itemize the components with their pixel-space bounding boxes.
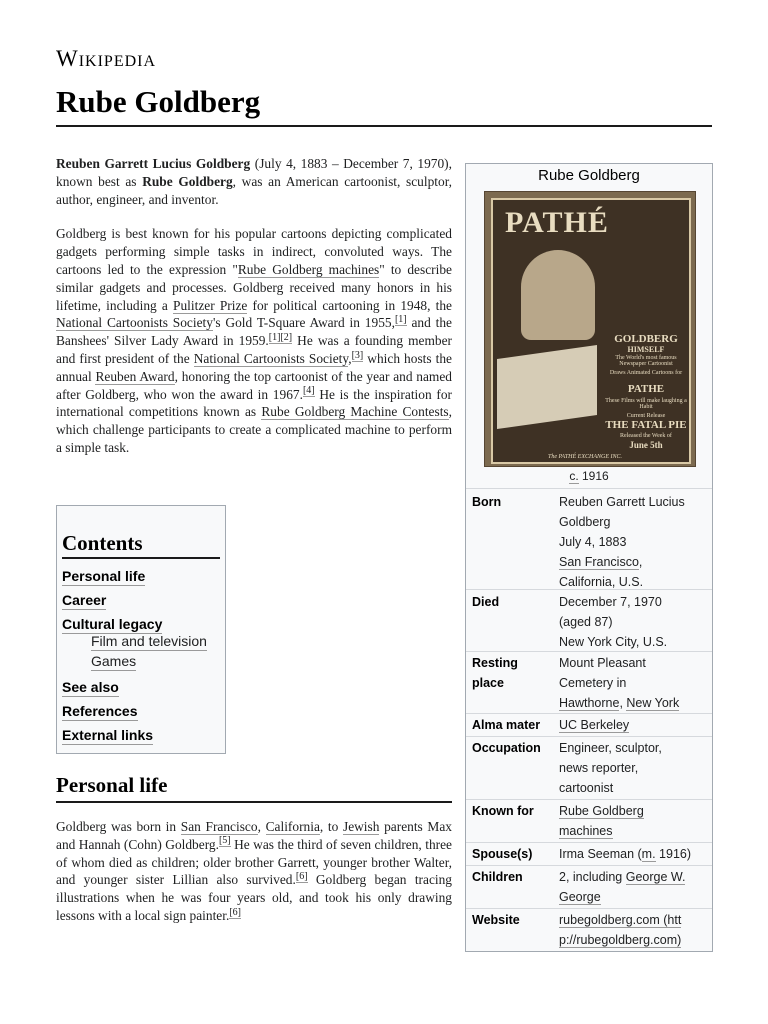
died-place: New York City, U.S. (559, 635, 668, 649)
reference-3[interactable]: [3] (351, 349, 364, 361)
text-run: , (619, 696, 627, 710)
poster-text: PATHE (627, 383, 665, 395)
website-value (559, 910, 709, 950)
occupation-label: Occupation (472, 741, 541, 755)
resting-location (559, 693, 709, 713)
infobox (465, 163, 713, 952)
infobox-row-occupation (466, 736, 712, 799)
link-california[interactable]: California (265, 819, 320, 834)
poster-brand: PATHÉ (505, 206, 609, 239)
link-national-cartoonists-society[interactable]: National Cartoonists Society (56, 315, 213, 331)
lead-section (56, 155, 452, 474)
text-run: , (348, 350, 352, 366)
text-run: Goldberg is best known for his popular cartoons depicting complicated gadgets performing simple tasks in indirect, convoluted ways. The cartoons led to the expression " (56, 226, 452, 277)
poster-text: Current Release (626, 413, 666, 419)
died-value (559, 592, 709, 652)
link-hawthorne[interactable]: Hawthorne (559, 696, 620, 710)
infobox-row-known-for (466, 799, 712, 842)
link-jewish[interactable]: Jewish (342, 819, 380, 834)
text-run: 2, including (559, 870, 626, 884)
reference-6[interactable]: [6] (295, 870, 308, 882)
known-for-value (559, 801, 709, 841)
link-new-york[interactable]: New York (626, 696, 680, 710)
reference-1[interactable]: [1] (268, 331, 281, 343)
resting-place-label (472, 653, 554, 693)
text-run: 1916) (655, 847, 692, 861)
table-of-contents (56, 505, 226, 754)
page-title: Rube Goldberg (56, 84, 261, 119)
born-label: Born (472, 495, 502, 509)
resting-place-value (559, 653, 709, 713)
toc-item-career[interactable]: Career (62, 592, 107, 608)
poster-text: Draws Animated Cartoons for (609, 370, 683, 376)
infobox-row-died (466, 589, 712, 650)
text-run: (July 4, 1883 – December 7, 1970), known best as (56, 156, 452, 189)
text-run: , U.S. (611, 575, 644, 589)
poster-text: Released the Week of (620, 433, 672, 439)
text-run: parents Max and Hannah (Cohn) Goldberg. (56, 819, 452, 852)
spouse-label: Spouse(s) (472, 847, 533, 861)
married-abbr[interactable]: m. (641, 847, 656, 861)
section-divider (56, 801, 452, 803)
link-born-san-francisco[interactable]: San Francisco (559, 555, 639, 569)
toc-item-personal-life[interactable]: Personal life (62, 568, 146, 584)
link-national-cartoonists-society[interactable]: National Cartoonists Society (193, 350, 349, 366)
died-age: (aged 87) (559, 615, 613, 629)
alma-mater-label: Alma mater (472, 718, 541, 732)
text-run: , to (319, 819, 343, 834)
infobox-row-alma-mater (466, 713, 712, 736)
toc-item-references[interactable]: References (62, 703, 138, 719)
poster-text: HIMSELF (627, 345, 665, 354)
infobox-row-born (466, 488, 712, 588)
image-caption (466, 469, 712, 483)
text-run: Goldberg was born in (56, 819, 181, 834)
infobox-row-website (466, 908, 712, 951)
toc-item-see-also[interactable]: See also (62, 679, 119, 695)
children-label: Children (472, 870, 523, 884)
occupation-value (559, 738, 709, 798)
infobox-row-resting-place (466, 651, 712, 714)
text-run: Goldberg began tracing illustrations when he was four years old, and took his only drawing lessons with a local sign painter. (56, 872, 452, 923)
toc-item-cultural-legacy[interactable]: Cultural legacy (62, 616, 163, 632)
link-george-w-george[interactable]: George (559, 890, 601, 904)
text-run: He was the third of seven children, three of whom died as children; older brother Garrett, younger brother Walter, and younger sister Lillian also survived. (56, 836, 452, 888)
link-rube-goldberg-machines[interactable]: Rube Goldberg machines (237, 261, 380, 277)
text-run: He is the inspiration for international competitions known as (56, 386, 452, 420)
link-website[interactable]: rubegoldberg.com (htt (559, 913, 682, 927)
caption-year: 1916 (578, 469, 609, 483)
link-uc-berkeley[interactable]: UC Berkeley (559, 718, 630, 732)
poster-text: June 5th (629, 440, 663, 450)
subject-full-name: Reuben Garrett Lucius Goldberg (56, 156, 251, 171)
infobox-poster-image[interactable] (484, 191, 696, 467)
link-known-for-machines[interactable]: Rube Goldberg (559, 804, 644, 818)
reference-6[interactable]: [6] (229, 906, 241, 918)
website-label: Website (472, 913, 520, 927)
link-born-california[interactable]: California (559, 575, 612, 589)
resting-line: Cemetery in (559, 676, 627, 690)
text-run: which hosts the annual (56, 350, 452, 384)
title-divider (56, 125, 712, 127)
poster-drawing-board (497, 345, 597, 429)
link-reuben-award[interactable]: Reuben Award (95, 368, 175, 384)
text-run: 's Gold T-Square Award in 1955, (212, 315, 395, 331)
infobox-title: Rube Goldberg (538, 167, 640, 184)
occupation-line: cartoonist (559, 781, 614, 795)
label-line: Resting (472, 656, 518, 670)
text-run: , (638, 555, 643, 569)
text-run: " to describe similar gadgets and processes. Goldberg received many honors in his lifetime, including a (56, 261, 452, 313)
occupation-line: news reporter, (559, 761, 639, 775)
personal-life-paragraph (56, 818, 452, 925)
toc-item-external-links[interactable]: External links (62, 727, 154, 743)
alma-mater-value (559, 715, 709, 735)
link-known-for-machines[interactable]: machines (559, 824, 613, 838)
poster-text: GOLDBERG (614, 333, 678, 345)
toc-title: Contents (62, 531, 220, 559)
text-run: , which challenge participants to create a complicated machine to perform a simple task. (56, 404, 452, 455)
text-run: , honoring the top cartoonist of the year and named after Goldberg, who won the award in 1967. (56, 368, 452, 402)
occupation-line: Engineer, sculptor, (559, 741, 662, 755)
spouse-value (559, 844, 709, 864)
infobox-row-children (466, 865, 712, 908)
circa-abbr[interactable]: c. (569, 469, 579, 483)
died-label: Died (472, 595, 500, 609)
children-value (559, 867, 709, 907)
poster-text: These Films will make laughing a Habit (605, 398, 687, 411)
known-for-label: Known for (472, 804, 534, 818)
section-heading-personal-life: Personal life (56, 773, 168, 797)
text-run: for political cartooning in 1948, the (247, 297, 452, 313)
wikipedia-logo[interactable]: Wikipedia (56, 46, 157, 71)
link-pulitzer-prize[interactable]: Pulitzer Prize (173, 297, 248, 313)
poster-portrait (521, 250, 595, 340)
link-san-francisco[interactable]: San Francisco (180, 819, 258, 834)
text-run: , (257, 819, 266, 834)
reference-1[interactable]: [1] (394, 313, 407, 325)
born-place (559, 552, 709, 572)
text-run: and the Banshees' Silver Lady Award in 1959. (56, 315, 452, 349)
toc-item-film-and-television[interactable]: Film and television (91, 633, 207, 649)
born-name: Reuben Garrett Lucius Goldberg (559, 495, 685, 529)
poster-text: The PATHÉ EXCHANGE INC. (547, 454, 622, 460)
text-run: Irma Seeman ( (559, 847, 642, 861)
text-run: , was an American cartoonist, sculptor, author, engineer, and inventor. (56, 173, 452, 207)
born-value (559, 492, 709, 592)
link-website[interactable]: p://rubegoldberg.com) (559, 933, 682, 947)
lead-paragraph-2 (56, 225, 452, 456)
poster-text: The World's most famous Newspaper Cartoonist (615, 355, 677, 368)
text-run: He was a founding member and first president of the (56, 333, 452, 366)
reference-2[interactable]: [2] (280, 331, 293, 343)
toc-item-games[interactable]: Games (91, 653, 137, 669)
infobox-row-spouse (466, 842, 712, 865)
died-date: December 7, 1970 (559, 595, 662, 609)
poster-text: THE FATAL PIE (605, 419, 687, 431)
reference-4[interactable]: [4] (302, 385, 315, 397)
label-line: place (472, 676, 504, 690)
resting-line: Mount Pleasant (559, 656, 646, 670)
subject-name: Rube Goldberg (142, 173, 233, 189)
link-george-w-george[interactable]: George W. (625, 870, 686, 884)
reference-5[interactable]: [5] (218, 835, 231, 847)
lead-paragraph-1 (56, 155, 452, 208)
link-machine-contests[interactable]: Rube Goldberg Machine Contests (261, 404, 449, 420)
born-date: July 4, 1883 (559, 535, 627, 549)
